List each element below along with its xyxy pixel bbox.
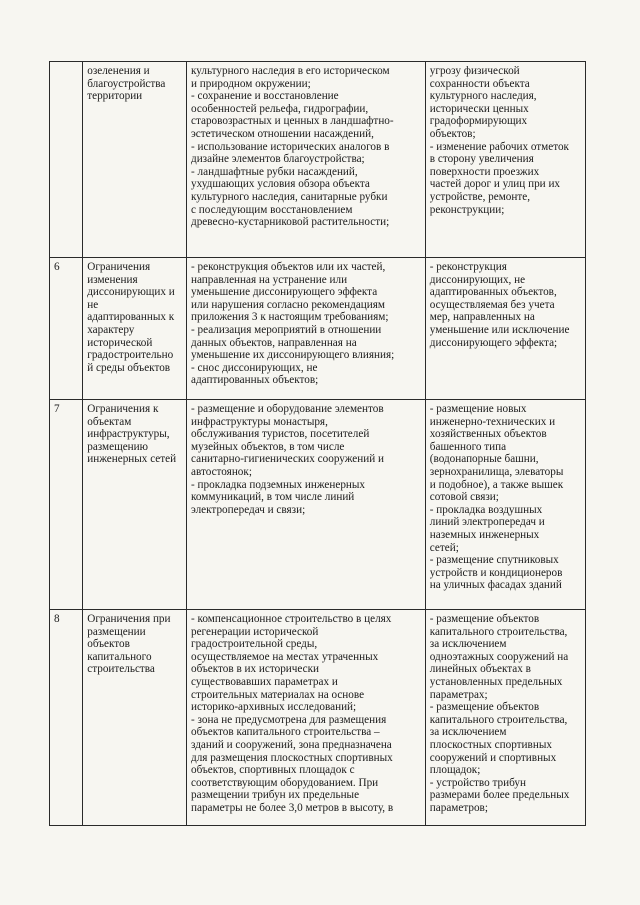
cell-text-line: озеленения и [87,65,150,77]
cell-text-line: площадок; [429,764,481,777]
cell-text-line: - компенсационное строительство в целях [191,613,392,625]
cell-text-line: наземных инженерных [429,528,540,541]
cell-text-line: изменения [87,273,138,286]
cell-text-line: - сохранение и восстановление [191,90,339,103]
permitted-measures-cell [187,400,426,610]
cell-text-line: существовавших параметрах и [191,675,338,688]
cell-text-line: параметрах; [429,688,488,701]
cell-text-line: плоскостных спортивных [429,738,552,751]
cell-text-line: угрозу физической [429,65,520,77]
cell-text-line: объектов, спортивных площадок с [191,764,355,777]
cell-text-line: инженерных сетей [87,453,177,466]
cell-text-line: особенностей рельефа, гидрографии, [191,102,369,115]
cell-text-line: поверхности проезжих [429,165,540,178]
cell-text-line: - изменение рабочих отметок [429,140,569,153]
cell-text-line: - зона не предусмотрена для размещения [191,713,387,726]
cell-text-line: - снос диссонирующих, не [191,361,318,374]
cell-text-line: капитального [87,650,152,663]
cell-text-line: адаптированных объектов; [191,374,319,387]
cell-text-line: размещении трибун их предельные [191,789,360,802]
cell-text-line: одноэтажных сооружений на [429,650,569,663]
permitted-measures-cell [187,610,426,826]
cell-text-line: капитального строительства, [429,713,568,726]
cell-text-line: зернохранилища, элеваторы [429,465,564,478]
cell-text-line: благоустройства [87,77,166,90]
cell-text-line: - реконструкция [429,261,507,273]
cell-text-line: й среды объектов [87,361,171,374]
cell-text-line: обслуживания туристов, посетителей [191,428,370,441]
cell-text-line: - реконструкция объектов или их частей, [191,261,386,273]
cell-text-line: музейных объектов, в том числе [191,440,345,453]
cell-text-line: сетей; [429,541,459,554]
cell-text-line: размещению [87,440,149,453]
cell-text-line: культурного наследия, санитарные рубки [191,190,388,203]
cell-text-line: ухудшающих условия обзора объекта [191,178,370,191]
cell-text-line: уменьшение или исключение [429,323,570,336]
row-number-cell [50,400,83,610]
cell-text-line: - размещение объектов [429,701,540,714]
cell-text-line: - размещение и оборудование элементов [191,403,384,415]
cell-text-line: - ландшафтные рубки насаждений, [191,165,358,178]
cell-text-line: не [87,298,99,311]
cell-text-line: осуществляемая без учета [429,298,555,311]
cell-text-line: диссонирующих и [87,286,175,299]
cell-text-line: уменьшение диссонирующего эффекта [191,286,378,299]
cell-text-line: уменьшение их диссонирующего влияния; [191,349,395,362]
cell-text-line: установленных предельных [429,675,563,688]
table-row [50,258,586,400]
cell-text-line: устройств и кондиционеров [429,566,563,579]
cell-text-line: - прокладка подземных инженерных [191,478,366,491]
cell-text-line: инфраструктуры, [87,428,170,441]
cell-text-line: соответствующим оборудованием. При [191,776,379,789]
cell-text-line: объектам [87,415,132,428]
cell-text-line: размещении [87,625,146,638]
cell-text-line: исторически ценных [429,102,529,115]
row-number-cell [50,258,83,400]
table-row [50,610,586,826]
cell-text-line: объектов [87,638,130,651]
cell-text-line: - устройство трибун [429,776,526,789]
cell-text-line: - реализация мероприятий в отношении [191,323,382,336]
cell-text-line: - прокладка воздушных [429,503,543,516]
cell-text-line: - использование исторических аналогов в [191,140,390,153]
cell-text-line: сохранности объекта [429,77,530,90]
restrictions-table [49,61,586,826]
row-number-cell [50,62,83,258]
cell-text-line: - размещение объектов [429,613,540,625]
restriction-name-cell [83,400,187,610]
cell-text-line: территории [87,90,143,103]
restriction-name-cell [83,62,187,258]
cell-text-line: реконструкции; [429,203,505,216]
cell-text-line: характеру [87,323,135,336]
restriction-name-cell [83,610,187,826]
cell-text-line: дизайне элементов благоустройства; [191,153,365,166]
cell-text-line: инженерно-технических и [429,415,556,428]
cell-text-line: сооружений и спортивных [429,751,557,764]
cell-text-line: санитарно-гигиенических сооружений и [191,453,385,466]
cell-text-line: в сторону увеличения [429,153,534,166]
cell-text-line: осуществляемое на местах утраченных [191,650,379,663]
table-row [50,62,586,258]
cell-text-line: адаптированных к [87,311,175,324]
cell-text-line: диссонирующего эффекта; [429,336,558,349]
cell-text-line: градоформирующих [429,115,528,128]
table-row [50,400,586,610]
cell-text-line: капитального строительства, [429,625,568,638]
cell-text-line: башенного типа [429,440,507,453]
row-number: 6 [54,261,60,273]
cell-text-line: градостроительной среды, [191,638,318,651]
row-number-cell [50,610,83,826]
cell-text-line: линейных объектах в [429,663,531,676]
permitted-measures-cell [187,258,426,400]
cell-text-line: строительных материалах на основе [191,688,365,701]
cell-text-line: исторической [87,336,153,349]
cell-text-line: объектов; [429,127,476,140]
cell-text-line: приложения 3 к настоящим требованиям; [191,311,389,324]
cell-text-line: инфраструктуры монастыря, [191,415,328,428]
cell-text-line: объектов в их исторически [191,663,320,676]
cell-text-line: культурного наследия в его историческом [191,65,390,77]
cell-text-line: размерами более предельных [429,789,570,802]
restriction-name-cell [83,258,187,400]
cell-text-line: сотовой связи; [429,491,499,504]
cell-text-line: для размещения плоскостных спортивных [191,751,393,764]
cell-text-line: автостоянок; [191,465,252,478]
cell-text-line: и природном окружении; [191,77,311,90]
cell-text-line: параметров; [429,801,488,814]
cell-text-line: электропередач и связи; [191,503,306,516]
cell-text-line: (водонапорные башни, [429,453,539,466]
cell-text-line: строительства [87,663,155,676]
permitted-measures-cell [187,62,426,258]
cell-text-line: мер, направленных на [429,311,535,324]
cell-text-line: на уличных фасадах зданий [429,579,562,592]
cell-text-line: частей дорог и улиц при их [429,178,561,191]
cell-text-line: за исключением [429,638,507,651]
cell-text-line: адаптированных объектов, [429,286,557,299]
prohibited-measures-cell [425,62,585,258]
cell-text-line: регенерации исторической [191,625,319,638]
cell-text-line: древесно-кустарниковой растительности; [191,216,390,229]
cell-text-line: зданий и сооружений, зона предназначена [191,738,392,751]
cell-text-line: объектов капитального строительства – [191,726,380,739]
cell-text-line: данных объектов, направленная на [191,336,357,349]
cell-text-line: Ограничения к [87,403,159,415]
cell-text-line: направленная на устранение или [191,273,348,286]
cell-text-line: устройстве, ремонте, [429,190,531,203]
row-number: 8 [54,613,60,625]
cell-text-line: Ограничения [87,261,151,273]
cell-text-line: хозяйственных объектов [429,428,547,441]
cell-text-line: линий электропередач и [429,516,545,529]
cell-text-line: диссонирующих, не [429,273,526,286]
prohibited-measures-cell [425,610,585,826]
cell-text-line: историко-архивных исследований; [191,701,357,714]
cell-text-line: - размещение спутниковых [429,554,559,567]
prohibited-measures-cell [425,258,585,400]
cell-text-line: коммуникаций, в том числе линий [191,491,355,504]
row-number: 7 [54,403,60,415]
cell-text-line: параметры не более 3,0 метров в высоту, в [191,801,394,814]
cell-text-line: Ограничения при [87,613,171,625]
cell-text-line: и подобное), а также вышек [429,478,564,491]
cell-text-line: - размещение новых [429,403,527,415]
cell-text-line: или нарушения согласно рекомендациям [191,298,386,311]
cell-text-line: эстетическом отношении насаждений, [191,127,374,140]
prohibited-measures-cell [425,400,585,610]
cell-text-line: культурного наследия, [429,90,537,103]
cell-text-line: за исключением [429,726,507,739]
cell-text-line: с последующим восстановлением [191,203,353,216]
cell-text-line: градостроительно [87,349,174,362]
cell-text-line: старовозрастных и ценных в ландшафтно- [191,115,394,128]
